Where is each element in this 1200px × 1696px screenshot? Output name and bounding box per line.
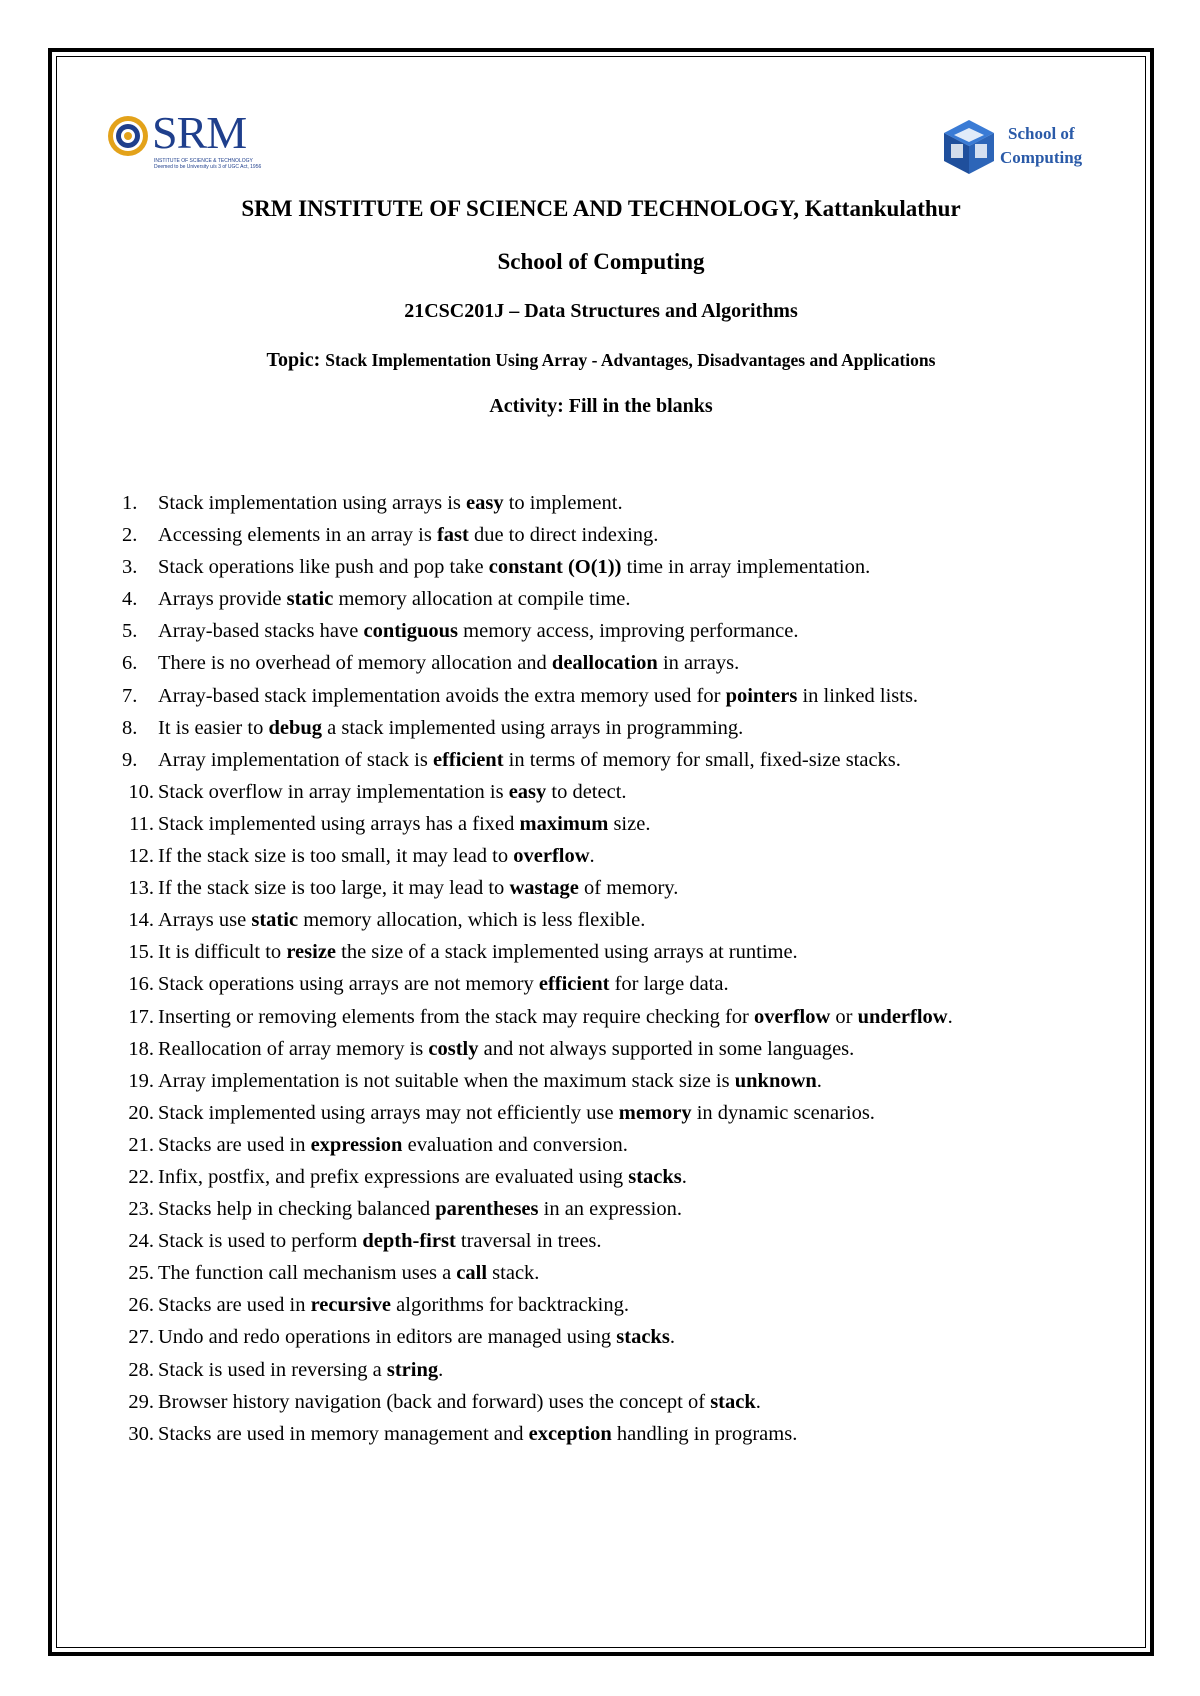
item-number: 25.: [128, 1262, 154, 1285]
item-answer: static: [286, 588, 334, 611]
item-text-before: If the stack size is too large, it may lead to: [158, 877, 510, 900]
list-item: [120, 968, 1120, 1000]
item-answer: stacks: [628, 1165, 682, 1188]
item-text-before: Stack operations using arrays are not memory: [158, 973, 539, 996]
item-text-before: Array-based stack implementation avoids the extra memory used for: [158, 684, 726, 707]
item-number: 26.: [128, 1294, 154, 1317]
item-answer: easy: [466, 492, 504, 514]
list-item: [120, 519, 1120, 551]
item-text-before: Stack is used in reversing a: [158, 1358, 387, 1381]
item-text-before: If the stack size is too small, it may lead to: [158, 845, 514, 868]
item-text-before: It is difficult to: [158, 941, 287, 964]
item-text-after: time in array implementation.: [621, 556, 871, 579]
item-text-before: There is no overhead of memory allocation and: [158, 652, 552, 675]
srm-logo: [106, 108, 266, 168]
item-answer: resize: [286, 941, 337, 964]
item-number: 29.: [128, 1390, 154, 1413]
item-answer: recursive: [310, 1294, 392, 1317]
topic-label: Topic:: [266, 349, 321, 371]
item-text-after: in linked lists.: [797, 684, 919, 707]
item-answer: maximum: [519, 812, 609, 835]
item-text-after: for large data.: [609, 973, 729, 996]
item-text-before: Stacks are used in: [158, 1133, 311, 1156]
item-answer: stack: [710, 1390, 756, 1413]
item-text-before: Stacks are used in memory management and: [158, 1422, 529, 1445]
item-number: 22.: [128, 1165, 154, 1188]
item-answer: wastage: [509, 877, 579, 900]
srm-wordmark: SRM: [152, 107, 247, 158]
item-text-after: to implement.: [503, 492, 623, 514]
item-number: 27.: [128, 1326, 154, 1349]
school-heading: School of Computing: [497, 249, 705, 274]
item-text-before: Array implementation of stack is: [158, 748, 433, 771]
item-text-before: Array implementation is not suitable when the maximum stack size is: [158, 1069, 735, 1092]
item-number: 12.: [128, 845, 154, 868]
item-text-after: .: [438, 1358, 444, 1381]
item-text-before: Infix, postfix, and prefix expressions are evaluated using: [158, 1165, 629, 1188]
soc-line1: School of: [1008, 124, 1075, 143]
list-item: [120, 744, 1120, 776]
item-text-after: evaluation and conversion.: [402, 1133, 628, 1156]
item-text-after: a stack implemented using arrays in programming.: [322, 716, 744, 739]
item-text-before: Inserting or removing elements from the stack may require checking for: [158, 1005, 755, 1028]
item-answer: string: [386, 1358, 439, 1381]
item-text-after: due to direct indexing.: [468, 524, 659, 547]
cube-icon: [942, 118, 996, 176]
list-item: [120, 1065, 1120, 1097]
item-text-before: Stack implementation using arrays is: [158, 492, 467, 514]
item-answer: costly: [428, 1037, 479, 1060]
item-number: 7.: [122, 684, 138, 707]
item-text-after: in terms of memory for small, fixed-size stacks.: [503, 748, 901, 771]
item-text-before: Arrays provide: [158, 588, 287, 611]
item-answer: constant (O(1)): [488, 556, 622, 579]
item-number: 28.: [128, 1358, 154, 1381]
list-item: [120, 680, 1120, 712]
item-answer: parentheses: [435, 1198, 539, 1221]
activity-heading: Activity: Fill in the blanks: [489, 395, 713, 417]
srm-subtitle: [154, 158, 261, 170]
list-item: [120, 615, 1120, 647]
item-answer: static: [251, 909, 299, 932]
item-number: 5.: [122, 620, 138, 643]
course-heading: 21CSC201J – Data Structures and Algorithms: [404, 300, 798, 322]
item-text-after: in dynamic scenarios.: [691, 1101, 875, 1124]
list-item: [120, 936, 1120, 968]
item-number: 1.: [122, 492, 138, 514]
item-text-after: .: [669, 1326, 675, 1349]
list-item: [120, 1193, 1120, 1225]
item-number: 13.: [128, 877, 154, 900]
item-number: 10.: [128, 780, 154, 803]
item-text-before: Arrays use: [158, 909, 252, 932]
srm-emblem-icon: [106, 114, 150, 158]
item-number: 20.: [128, 1101, 154, 1124]
item-text-after: in arrays.: [657, 652, 740, 675]
list-item: [120, 1129, 1120, 1161]
list-item: [120, 1321, 1120, 1353]
item-answer: deallocation: [551, 652, 658, 675]
item-answer: pointers: [725, 684, 798, 707]
item-text-middle: or: [830, 1005, 858, 1028]
item-text-before: It is easier to: [158, 716, 269, 739]
item-answer: unknown: [734, 1069, 817, 1092]
item-text-after: .: [681, 1165, 687, 1188]
item-number: 2.: [122, 524, 138, 547]
srm-subtitle-line2: Deemed to be University u/s 3 of UGC Act, 1956: [154, 164, 262, 170]
item-text-before: Undo and redo operations in editors are managed using: [158, 1326, 617, 1349]
item-answer: expression: [310, 1133, 403, 1156]
school-of-computing-text: [1000, 122, 1082, 170]
item-text-before: Stack implemented using arrays may not efficiently use: [158, 1101, 619, 1124]
list-item: [120, 872, 1120, 904]
item-text-after: handling in programs.: [611, 1422, 798, 1445]
item-number: 3.: [122, 556, 138, 579]
list-item: [120, 1225, 1120, 1257]
list-item: [120, 487, 1120, 519]
list-item: [120, 1289, 1120, 1321]
item-text-before: Stack is used to perform: [158, 1230, 363, 1253]
item-number: 17.: [128, 1005, 154, 1028]
item-text-before: Array-based stacks have: [158, 620, 364, 643]
srm-subtitle-line1: INSTITUTE OF SCIENCE & TECHNOLOGY: [154, 158, 253, 164]
item-answer: easy: [508, 780, 547, 803]
list-item: [120, 808, 1120, 840]
item-text-before: Stack overflow in array implementation is: [158, 780, 509, 803]
soc-line2: Computing: [1000, 148, 1083, 167]
item-text-after: in an expression.: [538, 1198, 682, 1221]
item-text-after: traversal in trees.: [455, 1230, 602, 1253]
item-number: 19.: [128, 1069, 154, 1092]
item-text-after: algorithms for backtracking.: [391, 1294, 629, 1317]
item-number: 16.: [128, 973, 154, 996]
item-text-before: Browser history navigation (back and forward) uses the concept of: [158, 1390, 711, 1413]
item-number: 14.: [128, 909, 154, 932]
list-item: [120, 1161, 1120, 1193]
list-item: [120, 647, 1120, 679]
item-answer: overflow: [754, 1005, 831, 1028]
item-number: 6.: [122, 652, 138, 675]
item-number: 21.: [128, 1133, 154, 1156]
item-answer: fast: [436, 524, 469, 547]
item-text-before: Stack implemented using arrays has a fixed: [158, 812, 520, 835]
item-text-after: .: [589, 845, 595, 868]
list-item: [120, 1001, 1120, 1033]
item-text-after: .: [755, 1390, 761, 1413]
item-number: 15.: [128, 941, 154, 964]
item-text-before: Reallocation of array memory is: [158, 1037, 429, 1060]
list-item: [120, 712, 1120, 744]
fill-in-blanks-list: [120, 487, 1120, 1450]
item-answer-2: underflow: [857, 1005, 948, 1028]
item-text-after: memory allocation, which is less flexible.: [298, 909, 646, 932]
list-item: [120, 1257, 1120, 1289]
item-text-after: .: [816, 1069, 822, 1092]
item-text-before: Stacks are used in: [158, 1294, 311, 1317]
item-number: 30.: [128, 1422, 154, 1445]
item-number: 8.: [122, 716, 138, 739]
item-text-after: of memory.: [578, 877, 679, 900]
item-number: 24.: [128, 1230, 154, 1253]
list-item: [120, 1033, 1120, 1065]
item-text-after: memory allocation at compile time.: [333, 588, 631, 611]
item-answer: memory: [618, 1101, 692, 1124]
item-number: 18.: [128, 1037, 154, 1060]
item-text-after: .: [947, 1005, 953, 1028]
list-item: [120, 583, 1120, 615]
item-text-before: The function call mechanism uses a: [158, 1262, 457, 1285]
item-answer: contiguous: [363, 620, 459, 643]
list-item: [120, 551, 1120, 583]
school-of-computing-logo: [942, 116, 1102, 176]
item-number: 11.: [129, 812, 154, 835]
item-answer: debug: [268, 716, 323, 739]
item-number: 4.: [122, 588, 138, 611]
item-number: 9.: [122, 748, 138, 771]
item-text-before: Accessing elements in an array is: [158, 524, 437, 547]
item-number: 23.: [128, 1198, 154, 1221]
topic-text: Stack Implementation Using Array - Advantages, Disadvantages and Applications: [325, 350, 936, 370]
list-item: [120, 1097, 1120, 1129]
item-text-after: memory access, improving performance.: [458, 620, 799, 643]
list-item: [120, 1418, 1120, 1450]
item-text-after: to detect.: [546, 780, 627, 803]
item-text-before: Stack operations like push and pop take: [158, 556, 489, 579]
institute-heading: SRM INSTITUTE OF SCIENCE AND TECHNOLOGY, Kattankulathur: [241, 196, 961, 221]
list-item: [120, 904, 1120, 936]
item-answer: depth-first: [362, 1230, 456, 1253]
item-answer: call: [456, 1262, 488, 1285]
item-text-after: size.: [608, 812, 651, 835]
item-text-after: and not always supported in some languages.: [478, 1037, 855, 1060]
item-text-before: Stacks help in checking balanced: [158, 1198, 436, 1221]
topic-heading: [56, 349, 1146, 372]
list-item: [120, 1354, 1120, 1386]
item-text-after: stack.: [487, 1262, 540, 1285]
item-answer: efficient: [432, 748, 504, 771]
list-item: [120, 840, 1120, 872]
item-answer: overflow: [513, 845, 590, 868]
item-answer: exception: [528, 1422, 612, 1445]
list-item: [120, 1386, 1120, 1418]
item-text-after: the size of a stack implemented using arrays at runtime.: [336, 941, 798, 964]
item-answer: efficient: [538, 973, 610, 996]
item-answer: stacks: [616, 1326, 670, 1349]
list-item: [120, 776, 1120, 808]
